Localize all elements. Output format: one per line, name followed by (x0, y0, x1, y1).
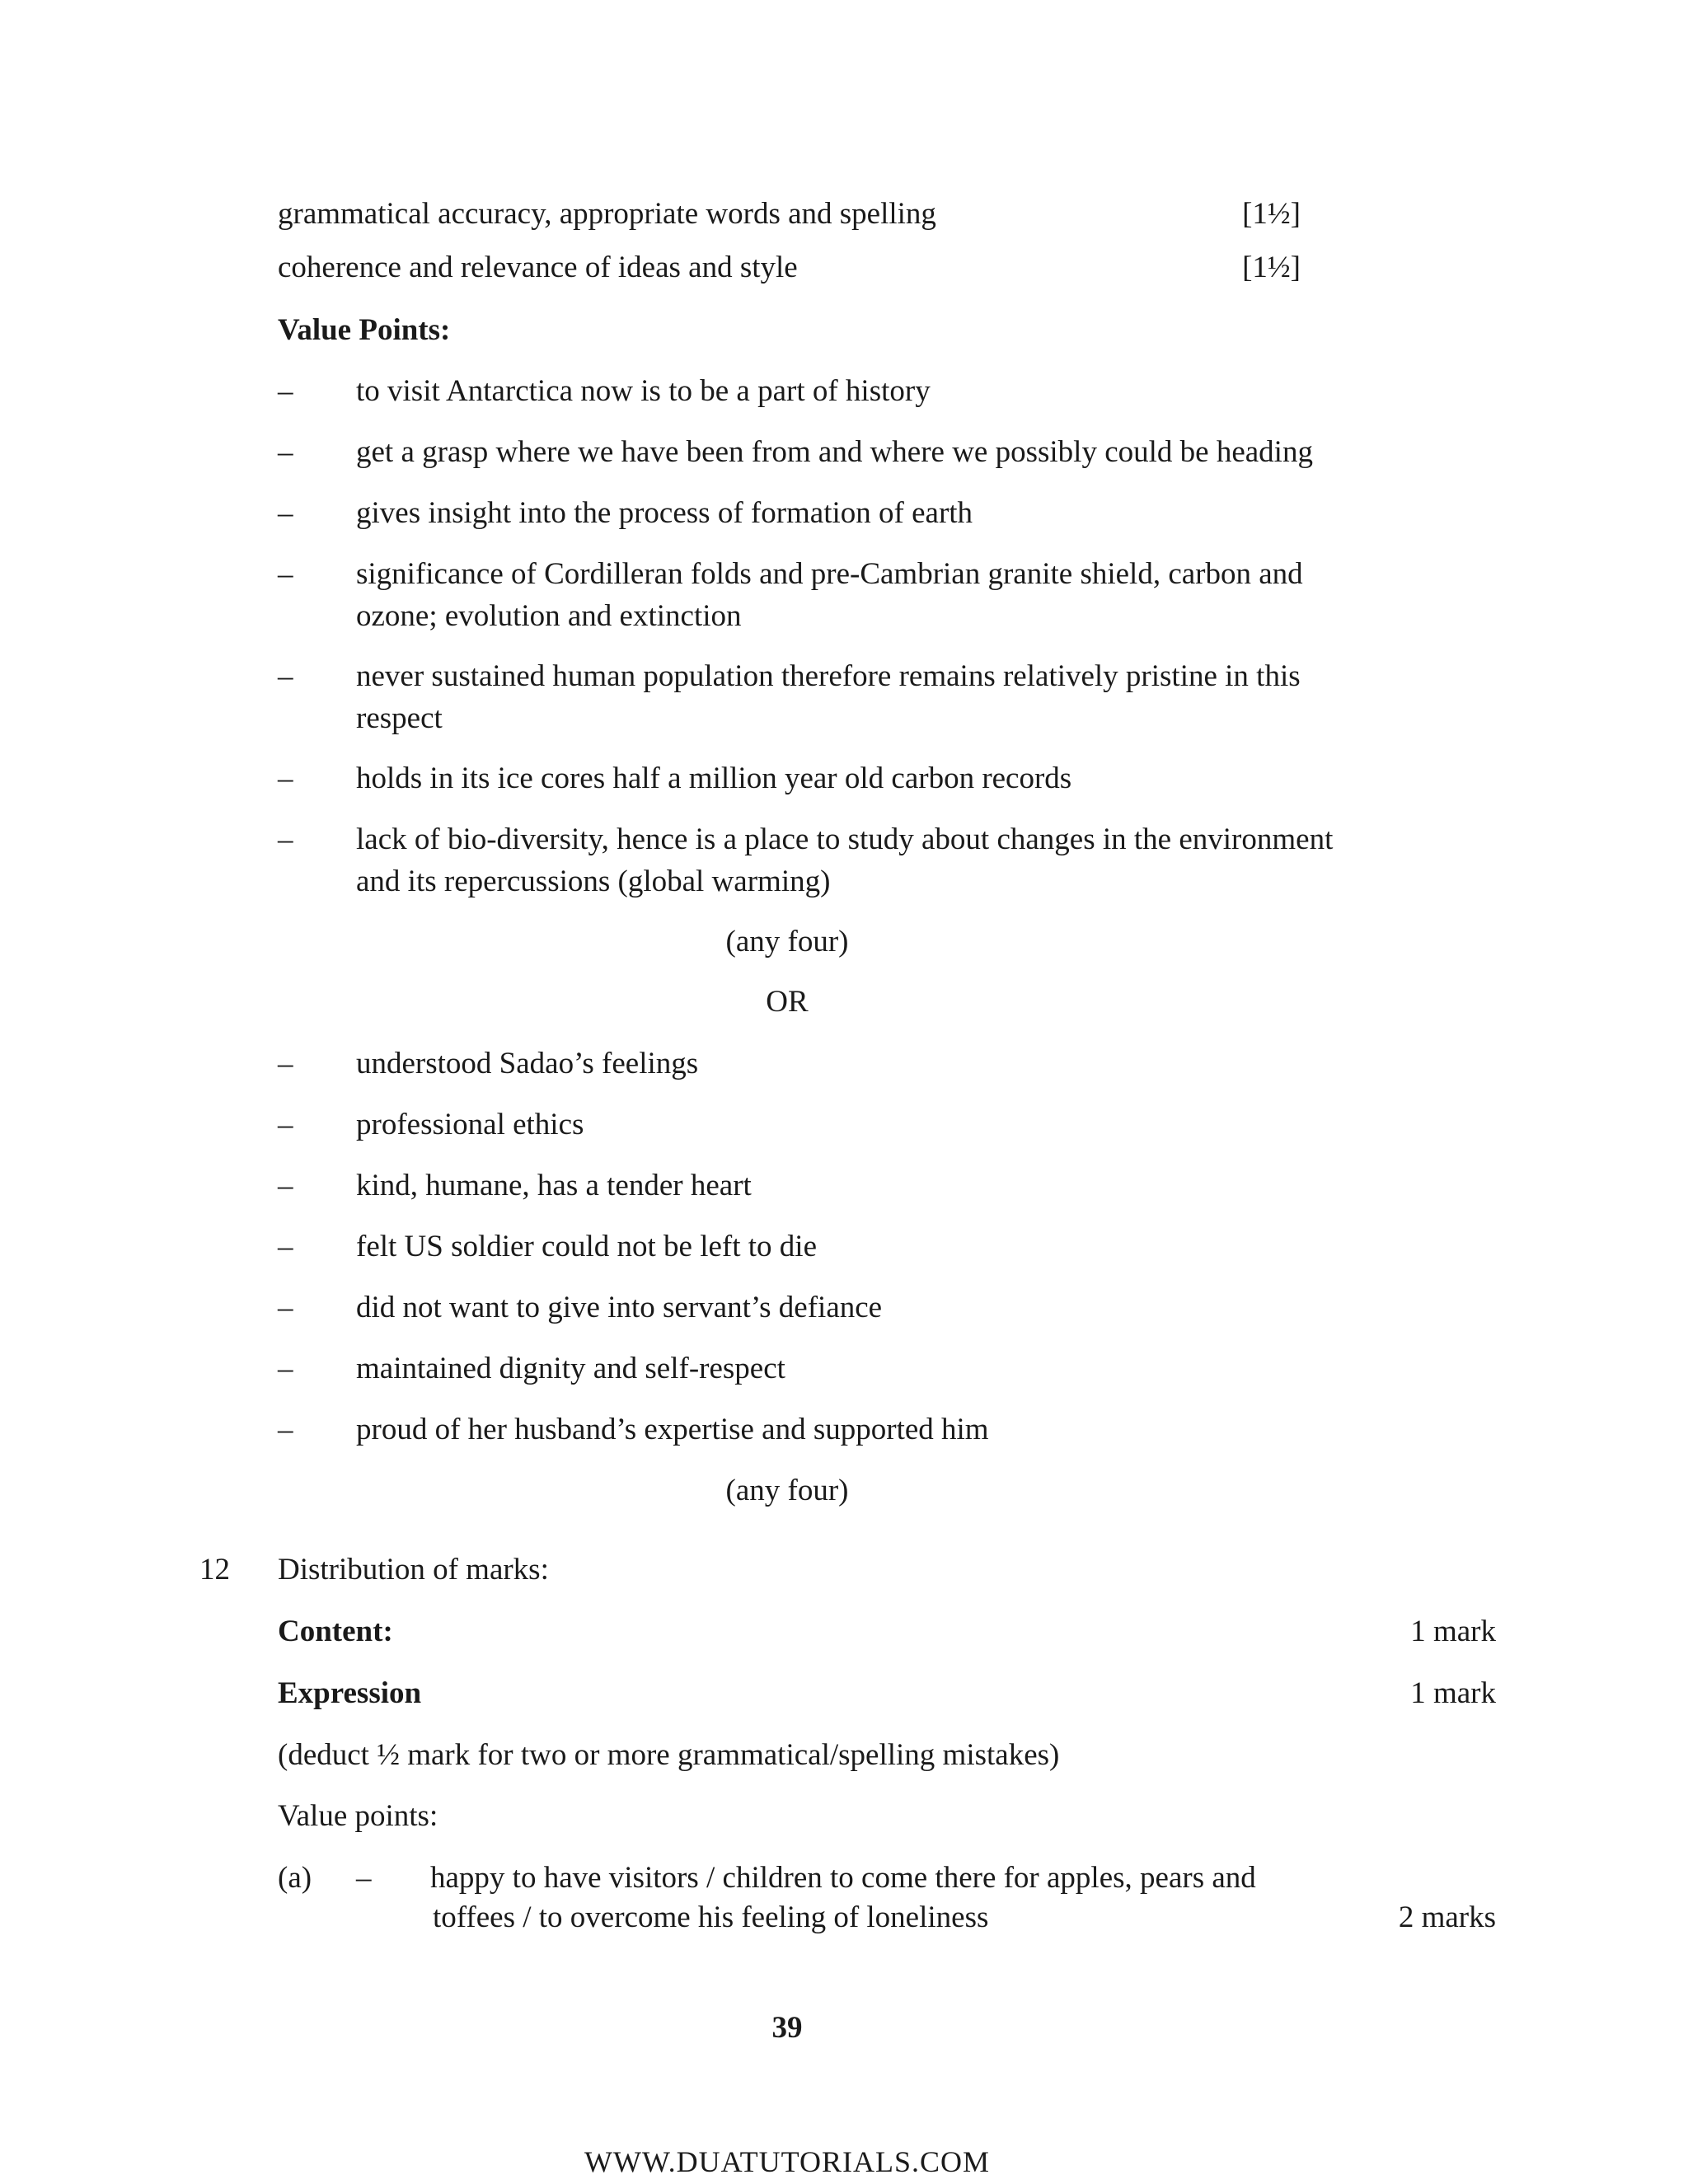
list-item-text: gives insight into the process of formation of earth (356, 496, 973, 530)
list-item: felt US soldier could not be left to die (356, 1230, 817, 1263)
part-a-line1: happy to have visitors / children to come there for apples, pears and (430, 1861, 1256, 1895)
list-item-text: to visit Antarctica now is to be a part of history (356, 374, 931, 408)
criterion-grammar-mark: [1½] (1242, 197, 1301, 231)
list-bullet: – (278, 374, 293, 408)
list-item (356, 661, 1301, 733)
list-item (356, 559, 1303, 631)
expression-label: Expression (278, 1676, 422, 1710)
list-item: proud of her husband’s expertise and supported him (356, 1413, 989, 1446)
list-item-text-cont: respect (356, 701, 443, 735)
criterion-coherence-mark: [1½] (1242, 251, 1301, 284)
or-separator: OR (766, 985, 809, 1019)
question-title: Distribution of marks: (278, 1553, 549, 1586)
list-bullet: – (278, 1291, 293, 1324)
list-bullet: – (278, 1047, 293, 1080)
list-bullet: – (278, 557, 293, 591)
list-item-text: never sustained human population therefore remains relatively pristine in this (356, 659, 1301, 693)
value-points-heading: Value Points: (278, 313, 451, 347)
list-item: did not want to give into servant’s defiance (356, 1291, 883, 1324)
page-number: 39 (771, 2011, 803, 2045)
list-bullet: – (278, 659, 293, 693)
list-item (356, 437, 1313, 467)
question-number: 12 (199, 1553, 230, 1586)
part-a-line2: toffees / to overcome his feeling of loneliness (433, 1900, 989, 1934)
deduct-note: (deduct ½ mark for two or more grammatical/spelling mistakes) (278, 1738, 1060, 1772)
list-item-text-cont: and its repercussions (global warming) (356, 865, 831, 898)
criterion-grammar: grammatical accuracy, appropriate words and spelling (278, 197, 936, 231)
part-a-bullet: – (356, 1861, 372, 1895)
list-item: maintained dignity and self-respect (356, 1352, 785, 1385)
list-bullet: – (278, 823, 293, 856)
list-item-text: lack of bio-diversity, hence is a place to study about changes in the environment (356, 823, 1334, 856)
footer-watermark: WWW.DUATUTORIALS.COM (584, 2145, 990, 2178)
list-bullet: – (278, 1352, 293, 1385)
list-bullet: – (278, 1413, 293, 1446)
list-bullet: – (278, 1230, 293, 1263)
part-a-marks: 2 marks (1398, 1900, 1496, 1934)
list-item (356, 763, 1071, 794)
any-four-note: (any four) (725, 925, 849, 958)
any-four-note: (any four) (725, 1474, 849, 1507)
criterion-coherence: coherence and relevance of ideas and style (278, 251, 798, 284)
part-a-label: (a) (278, 1861, 312, 1895)
content-mark: 1 mark (1410, 1615, 1496, 1648)
list-item (356, 376, 931, 406)
list-item-text-cont: ozone; evolution and extinction (356, 599, 742, 633)
list-item-text: holds in its ice cores half a million year old carbon records (356, 762, 1072, 795)
list-item: understood Sadao’s feelings (356, 1047, 699, 1080)
content-label: Content: (278, 1615, 393, 1648)
list-item-text: get a grasp where we have been from and where we possibly could be heading (356, 435, 1313, 469)
list-bullet: – (278, 762, 293, 795)
list-bullet: – (278, 1108, 293, 1141)
list-bullet: – (278, 1169, 293, 1202)
list-bullet: – (278, 435, 293, 469)
list-bullet: – (278, 496, 293, 530)
list-item (356, 824, 1333, 897)
value-points-label: Value points: (278, 1799, 438, 1833)
list-item: professional ethics (356, 1108, 584, 1141)
list-item: kind, humane, has a tender heart (356, 1169, 752, 1202)
list-item-text: significance of Cordilleran folds and pre-Cambrian granite shield, carbon and (356, 557, 1303, 591)
expression-mark: 1 mark (1410, 1676, 1496, 1710)
list-item (356, 498, 973, 528)
